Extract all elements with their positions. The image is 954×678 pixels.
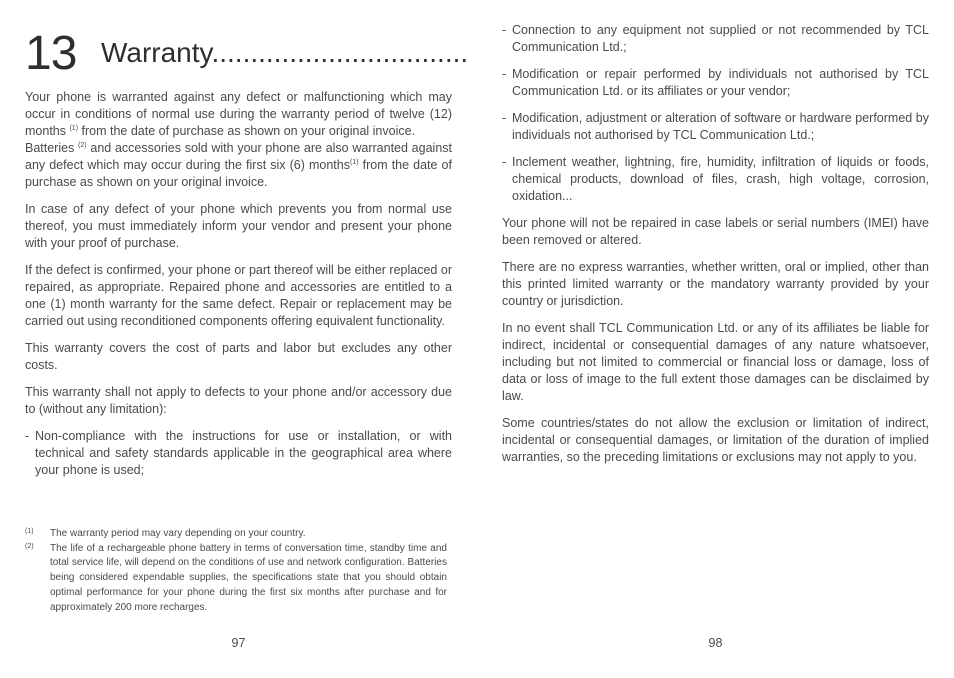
- paragraph-warranty-period: Your phone is warranted against any defect or malfunctioning which may occur in conditions of normal use during the warranty period of twelve (12) months $^{(1)}$ from the date of purchase as shown on your original invoice.: [25, 90, 452, 138]
- footnote-1: (1) The warranty period may vary depending on your country.: [25, 528, 306, 539]
- left-body: [25, 89, 452, 489]
- paragraph-imei: Your phone will not be repaired in case labels or serial numbers (IMEI) have been removed or altered.: [502, 216, 929, 247]
- paragraph-jurisdiction: Some countries/states do not allow the exclusion or limitation of indirect, incidental or consequential damages, or limitation of the duration of implied warranties, so the preceding limitations or exclusions may not apply to you.: [502, 416, 929, 464]
- footnote-ref: (2): [78, 141, 87, 149]
- bullet-dash: -: [502, 111, 507, 125]
- paragraph-no-express-warranties: There are no express warranties, whether written, oral or implied, other than this printed limited warranty or the mandatory warranty provided by your country or jurisdiction.: [502, 260, 929, 308]
- paragraph-liability: In no event shall TCL Communication Ltd. or any of its affiliates be liable for indirect, incidental or consequential damages of any nature whatsoever, including but not limited to commercial or financial loss or damage, loss of data or loss of image to the full extent those damages can be disclaimed by law.: [502, 321, 929, 403]
- chapter-number: 13: [25, 27, 77, 80]
- exclusion-item: - Connection to any equipment not supplied or not recommended by TCL Communication Ltd.;: [502, 23, 929, 54]
- footnotes: [25, 527, 447, 615]
- paragraph-defect-notice: In case of any defect of your phone which prevents you from normal use thereof, you must immediately inform your vendor and present your phone with your proof of purchase.: [25, 202, 452, 250]
- footnote-ref: (1): [69, 124, 79, 132]
- bullet-dash: -: [502, 23, 507, 37]
- exclusion-item: - Modification or repair performed by individuals not authorised by TCL Communication Ltd. or its affiliates or your vendor;: [502, 67, 929, 98]
- exclusion-item: - Non-compliance with the instructions for use or installation, or with technical and safety standards applicable in the geographical area where your phone is used;: [25, 429, 452, 477]
- bullet-dash: -: [502, 67, 507, 81]
- chapter-title: Warranty.................................: [101, 37, 469, 68]
- paragraph-costs: This warranty covers the cost of parts and labor but excludes any other costs.: [25, 341, 452, 372]
- paragraph-exclusions-intro: This warranty shall not apply to defects to your phone and/or accessory due to (without any limitation):: [25, 385, 452, 416]
- right-body: [502, 22, 929, 476]
- paragraph-batteries: Batteries $^{(2)}$ and accessories sold with your phone are also warranted against any defect which may occur during the first six (6) months$^{(1)}$ from the date of purchase as shown on your original invoice.: [25, 141, 452, 189]
- page-left: [25, 0, 469, 678]
- chapter-heading: [25, 27, 469, 80]
- exclusion-item: - Inclement weather, lightning, fire, humidity, infiltration of liquids or foods, chemical products, download of files, crash, high voltage, corrosion, oxidation...: [502, 155, 929, 203]
- page-number-right: 98: [708, 636, 723, 650]
- page-right: [502, 0, 929, 678]
- bullet-dash: -: [502, 155, 507, 169]
- bullet-dash: -: [25, 429, 30, 443]
- footnote-ref: (1): [349, 158, 359, 166]
- exclusion-item: - Modification, adjustment or alteration of software or hardware performed by individuals not authorised by TCL Communication Ltd.;: [502, 111, 929, 142]
- page-number-left: 97: [231, 636, 246, 650]
- footnote-2: (2) The life of a rechargeable phone battery in terms of conversation time, standby time and total service life, will depend on the conditions of use and network configuration. Batteries being considered expendable supplies, the specifications state that you should obtain optimal performance for your phone during the first six months after purchase and for approximately 200 more recharges.: [25, 542, 447, 613]
- paragraph-repair: If the defect is confirmed, your phone or part thereof will be either replaced or repaired, as appropriate. Repaired phone and accessories are entitled to a one (1) month warranty for the same defect. Repair or replacement may be carried out using reconditioned components offering equivalent functionality.: [25, 263, 452, 328]
